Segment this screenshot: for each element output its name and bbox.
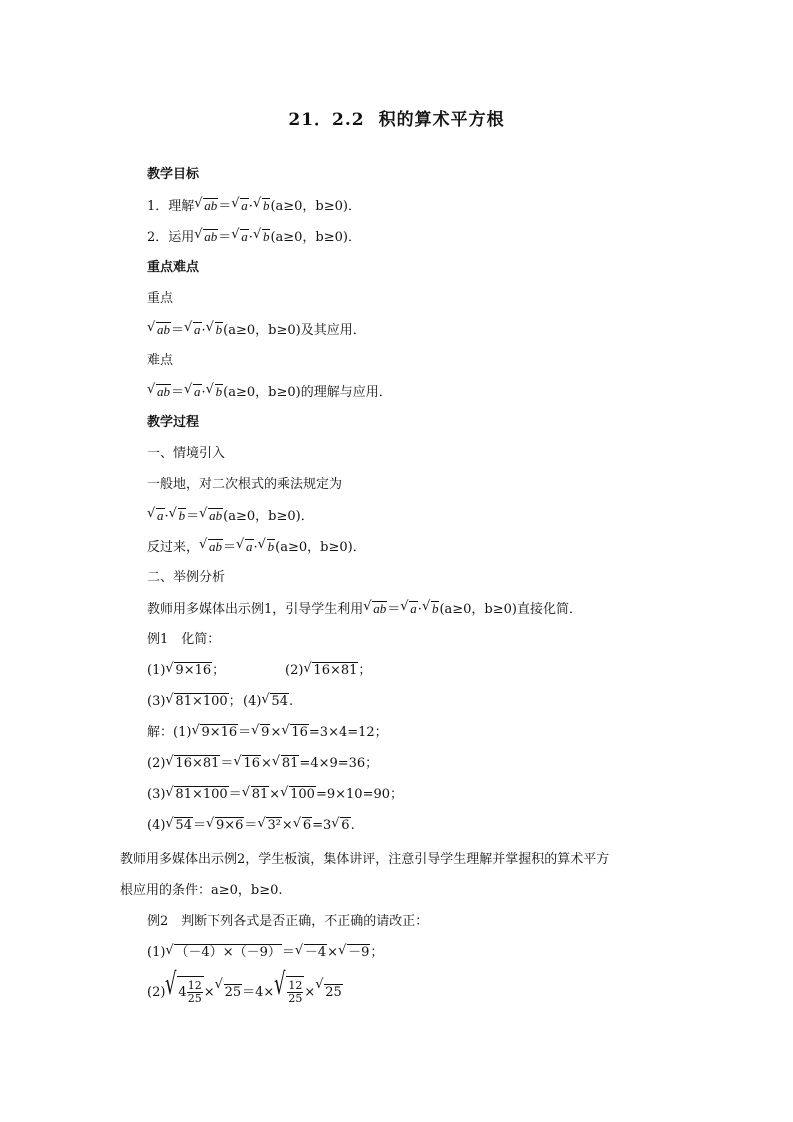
difficult-formula: √ ab＝ √ a· √ b(a≥0，b≥0)的理解与应用． [147,382,392,400]
page-title [0,105,793,130]
solution-4: (4) √ 54＝ √ 9×6＝ √ 3²× √ 6=3 √ 6. [147,816,355,833]
part-1-heading: 一、情境引入 [147,446,226,461]
process-heading: 教学过程 [147,415,200,430]
section-number: 21．2.2 [288,110,365,130]
example-1-intro: 教师用多媒体出示例1，引导学生利用 √ ab＝ √ a· √ b(a≥0，b≥0)直接化简． [147,599,582,617]
example-1-q4: (4) √ 54. [243,692,294,709]
example-2-intro-cont: 根应用的条件：a≥0，b≥0. [120,883,283,898]
rule-intro: 一般地，对二次根式的乘法规定为 [147,477,343,492]
example-2-intro: 教师用多媒体出示例2，学生板演，集体讲评，注意引导学生理解并掌握积的算术平方 [120,852,610,867]
solution-2: (2) √ 16×81＝ √ 16× √ 81=4×9=36； [147,754,379,771]
difficult-label: 难点 [147,353,174,368]
example-2-p1: (1) √ （－4）×（－9）＝ √ －4× √ －9； [147,943,384,960]
rule-formula: √ a· √ b＝ √ ab(a≥0，b≥0)． [147,506,314,524]
part-2-heading: 二、举例分析 [147,570,226,585]
key-label: 重点 [147,291,174,306]
solution-1: 解：(1) √ 9×16＝ √ 9× √ 16=3×4=12； [147,723,388,740]
example-1-q1: (1) √ 9×16； [147,661,226,678]
radical: √ ab [194,196,218,213]
example-2-p2: (2) √ 4 $\frac{12}{25}$ × √ 25＝4× √ $\frac{12}{25}$ × √ 25 [147,976,343,1008]
goal-2: 2．运用 √ ab＝ √ a· √ b(a≥0，b≥0)． [147,227,361,245]
goal-1: 1．理解 √ ab＝ √ a· √ b(a≥0，b≥0)． [147,196,361,216]
example-1-q3: (3) √ 81×100； [147,692,242,709]
key-heading: 重点难点 [147,260,200,275]
reverse-formula: 反过来， √ ab＝ √ a· √ b(a≥0，b≥0)． [147,537,366,555]
example-1-title: 例1 化简： [147,632,221,647]
goals-heading: 教学目标 [147,167,200,182]
example-2-title: 例2 判断下列各式是否正确，不正确的请改正： [147,914,429,929]
solution-3: (3) √ 81×100＝ √ 81× √ 100=9×10=90； [147,785,404,802]
key-formula: √ ab＝ √ a· √ b(a≥0，b≥0)及其应用． [147,320,366,338]
example-1-q2: (2) √ 16×81； [285,661,372,678]
section-title: 积的算术平方根 [378,110,505,130]
